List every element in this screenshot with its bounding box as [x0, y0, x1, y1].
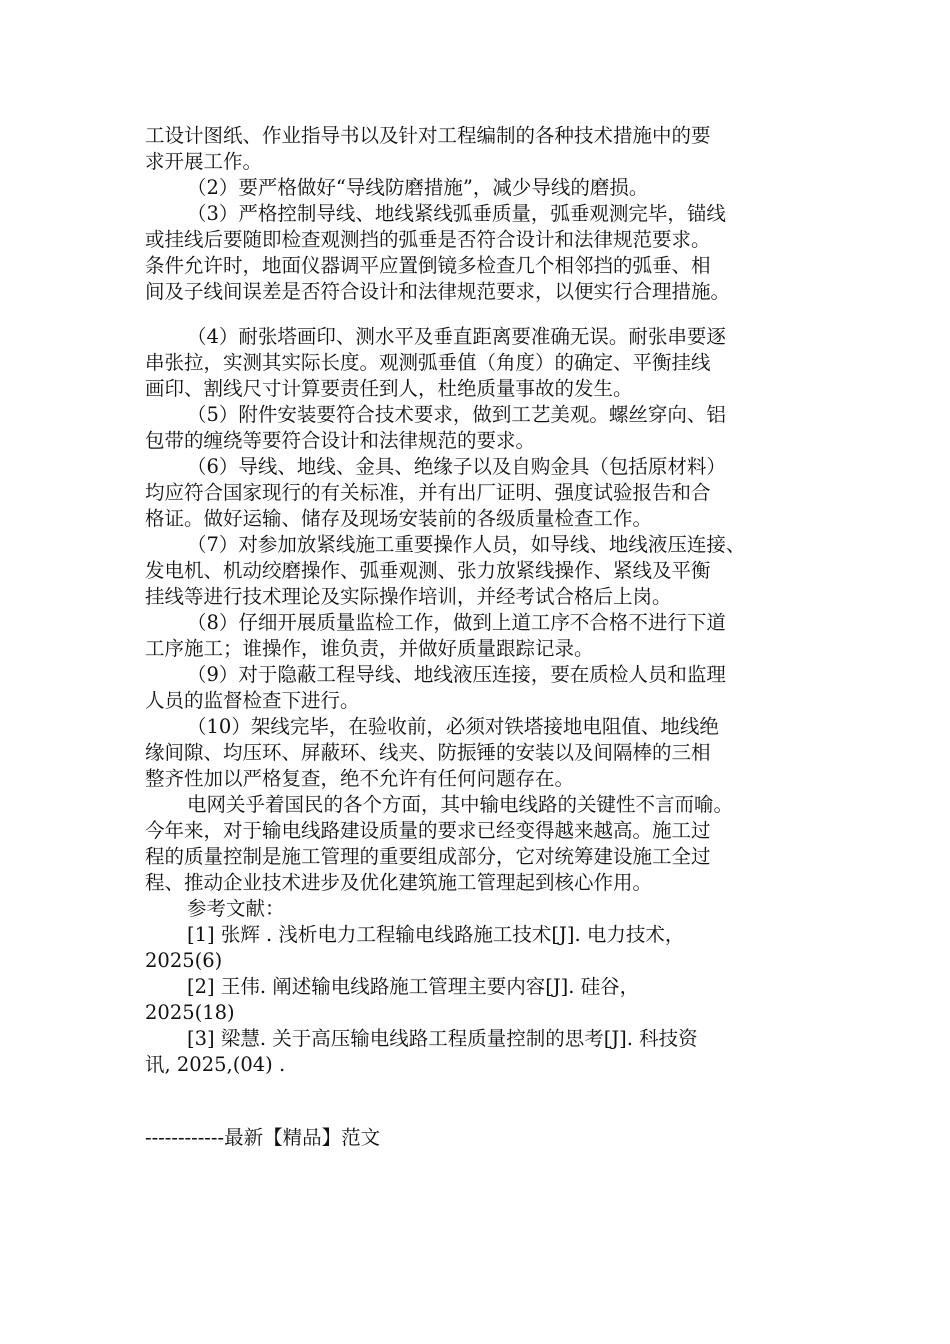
text-line: （6）导线、地线、金具、绝缘子以及自购金具（包括原材料）: [187, 455, 726, 478]
reference-item: 2025(6): [145, 949, 223, 972]
text-line: 条件允许时，地面仪器调平应置倒镜多检查几个相邻挡的弧垂、相: [145, 254, 711, 277]
text-line: 均应符合国家现行的有关标准，并有出厂证明、强度试验报告和合: [145, 481, 711, 504]
text-line: 挂线等进行技术理论及实际操作培训，并经考试合格后上岗。: [145, 585, 672, 608]
reference-item: [2] 王伟. 阐述输电线路施工管理主要内容[J]. 硅谷，: [187, 975, 640, 998]
text-line: （4）耐张塔画印、测水平及垂直距离要准确无误。耐张串要逐: [187, 325, 726, 348]
text-line: （8）仔细开展质量监检工作，做到上道工序不合格不进行下道: [187, 611, 726, 634]
text-line: 电网关乎着国民的各个方面，其中输电线路的关键性不言而喻。: [187, 793, 734, 816]
text-line: 画印、割线尺寸计算要责任到人，杜绝质量事故的发生。: [145, 377, 633, 400]
references-heading: 参考文献：: [187, 897, 285, 920]
text-line: 人员的监督检查下进行。: [145, 689, 360, 712]
text-line: 格证。做好运输、储存及现场安装前的各级质量检查工作。: [145, 507, 653, 530]
text-line: （2）要严格做好“导线防磨措施”，减少导线的磨损。: [187, 176, 649, 199]
text-line: 求开展工作。: [145, 150, 263, 173]
text-line: （9）对于隐蔽工程导线、地线液压连接，要在质检人员和监理: [187, 663, 726, 686]
text-line: （5）附件安装要符合技术要求，做到工艺美观。螺丝穿向、铝: [187, 403, 726, 426]
text-line: 间及子线间误差是否符合设计和法律规范要求，以便实行合理措施。: [145, 280, 731, 303]
reference-item: [3] 梁慧. 关于高压输电线路工程质量控制的思考[J]. 科技资: [187, 1027, 698, 1050]
text-line: 整齐性加以严格复查，绝不允许有任何问题存在。: [145, 767, 575, 790]
text-line: 缘间隙、均压环、屏蔽环、线夹、防振锤的安装以及间隔棒的三相: [145, 741, 711, 764]
reference-item: 2025(18): [145, 1001, 235, 1024]
text-line: 包带的缠绕等要符合设计和法律规范的要求。: [145, 429, 536, 452]
text-line: 发电机、机动绞磨操作、弧垂观测、张力放紧线操作、紧线及平衡: [145, 559, 711, 582]
reference-item: 讯, 2025,(04) .: [145, 1053, 286, 1076]
text-line: 或挂线后要随即检查观测挡的弧垂是否符合设计和法律规范要求。: [145, 228, 711, 251]
text-line: 程、推动企业技术进步及优化建筑施工管理起到核心作用。: [145, 871, 653, 894]
page-footer: ------------最新【精品】范文: [145, 1126, 381, 1149]
text-line: 工设计图纸、作业指导书以及针对工程编制的各种技术措施中的要: [145, 124, 711, 147]
text-line: （10）架线完毕，在验收前，必须对铁塔接地电阻值、地线绝: [187, 715, 719, 738]
text-line: （7）对参加放紧线施工重要操作人员，如导线、地线液压连接、: [187, 533, 746, 556]
text-line: 今年来，对于输电线路建设质量的要求已经变得越来越高。施工过: [145, 819, 711, 842]
reference-item: [1] 张辉 . 浅析电力工程输电线路施工技术[J]. 电力技术，: [187, 923, 685, 946]
text-line: 串张拉，实测其实际长度。观测弧垂值（角度）的确定、平衡挂线: [145, 351, 711, 374]
text-line: 工序施工；谁操作，谁负责，并做好质量跟踪记录。: [145, 637, 594, 660]
text-line: 程的质量控制是施工管理的重要组成部分，它对统筹建设施工全过: [145, 845, 711, 868]
text-line: （3）严格控制导线、地线紧线弧垂质量，弧垂观测完毕，锚线: [187, 202, 726, 225]
